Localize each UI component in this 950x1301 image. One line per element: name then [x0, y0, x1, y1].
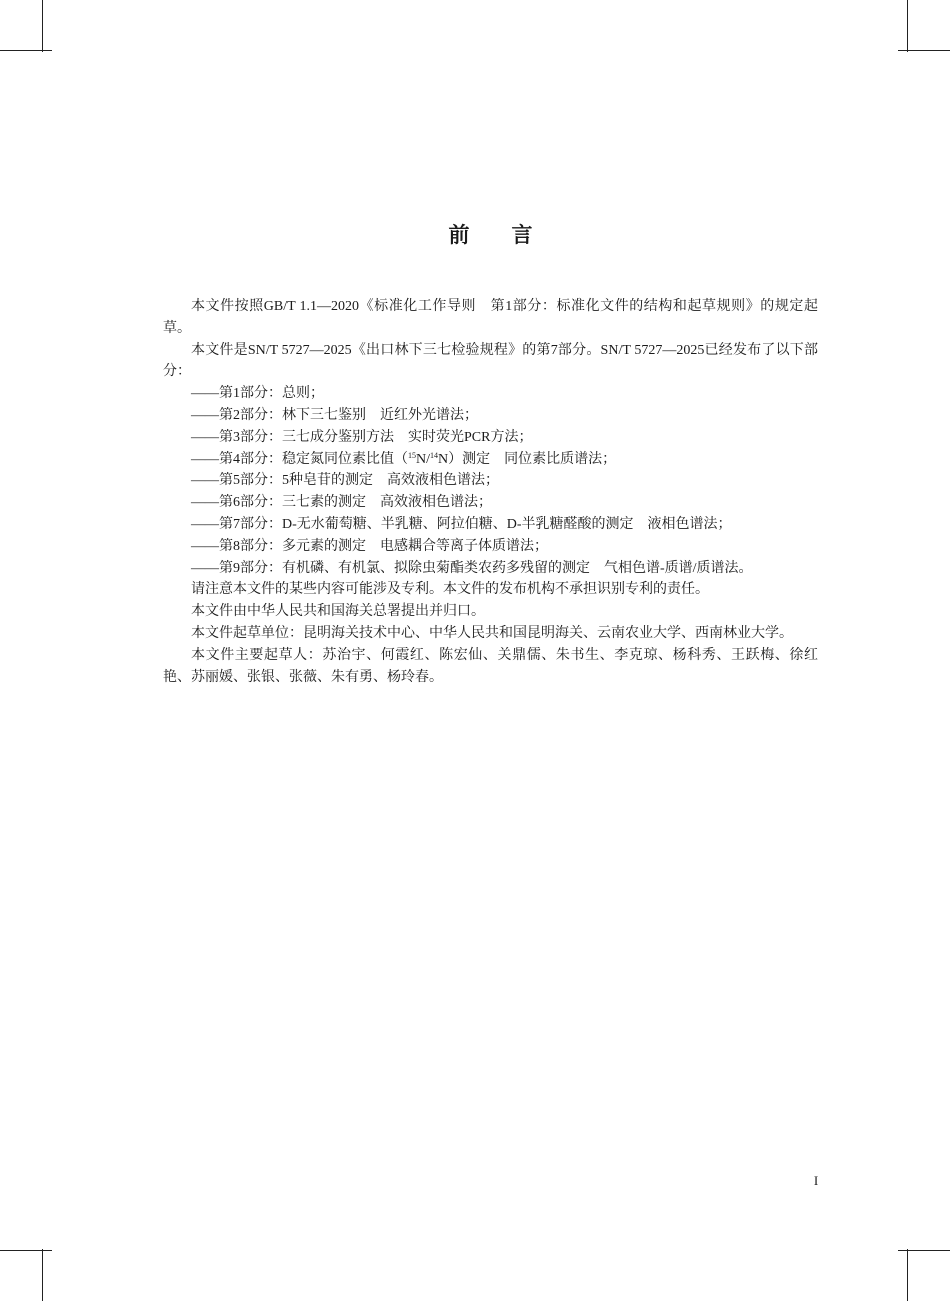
page-title: 前 言: [448, 223, 533, 247]
parts-list: [163, 383, 818, 579]
list-item: ——第5部分：5种皂苷的测定 高效液相色谱法；: [191, 473, 499, 489]
crop-mark-top-right: [898, 0, 950, 52]
crop-mark-bottom-left: [0, 1249, 52, 1301]
list-item-text: N）测定 同位素比质谱法；: [438, 451, 617, 467]
list-item: ——第6部分：三七素的测定 高效液相色谱法；: [191, 495, 492, 511]
isotope-superscript: 14: [430, 450, 438, 460]
paragraph-patent-notice: 请注意本文件的某些内容可能涉及专利。本文件的发布机构不承担识别专利的责任。: [191, 582, 709, 598]
list-item: ——第7部分：D-无水葡萄糖、半乳糖、阿拉伯糖、D-半乳糖醛酸的测定 液相色谱法；: [191, 516, 732, 532]
crop-mark-bottom-right: [898, 1249, 950, 1301]
list-item: [163, 449, 818, 471]
isotope-superscript: 15: [408, 450, 416, 460]
list-item: ——第2部分：林下三七鉴别 近红外光谱法；: [191, 407, 478, 423]
paragraph-drafting-rules: 本文件按照GB/T 1.1—2020《标准化工作导则 第1部分：标准化文件的结构和起草规则》的规定起草。: [163, 299, 818, 336]
list-item: ——第3部分：三七成分鉴别方法 实时荧光PCR方法；: [191, 429, 533, 445]
list-item: ——第1部分：总则；: [191, 386, 324, 402]
foreword-body: [163, 296, 818, 688]
page-number: I: [813, 1173, 819, 1188]
list-item: ——第9部分：有机磷、有机氯、拟除虫菊酯类农药多残留的测定 气相色谱-质谱/质谱法。: [191, 560, 753, 576]
paragraph-series-intro: 本文件是SN/T 5727—2025《出口林下三七检验规程》的第7部分。SN/T 5727—2025已经发布了以下部分：: [163, 342, 818, 380]
paragraph-drafters: 本文件主要起草人：苏治宇、何霞红、陈宏仙、关鼎儒、朱书生、李克琼、杨科秀、王跃梅、徐红艳、苏丽媛、张银、张薇、朱有勇、杨玲春。: [163, 647, 818, 685]
list-item-text: ——第4部分：稳定氮同位素比值（: [191, 451, 408, 467]
paragraph-proposer: 本文件由中华人民共和国海关总署提出并归口。: [191, 604, 485, 620]
list-item: ——第8部分：多元素的测定 电感耦合等离子体质谱法；: [191, 538, 548, 554]
paragraph-drafting-units: 本文件起草单位：昆明海关技术中心、中华人民共和国昆明海关、云南农业大学、西南林业大学。: [191, 625, 793, 641]
list-item-text: N/: [416, 451, 430, 467]
crop-mark-top-left: [0, 0, 52, 52]
